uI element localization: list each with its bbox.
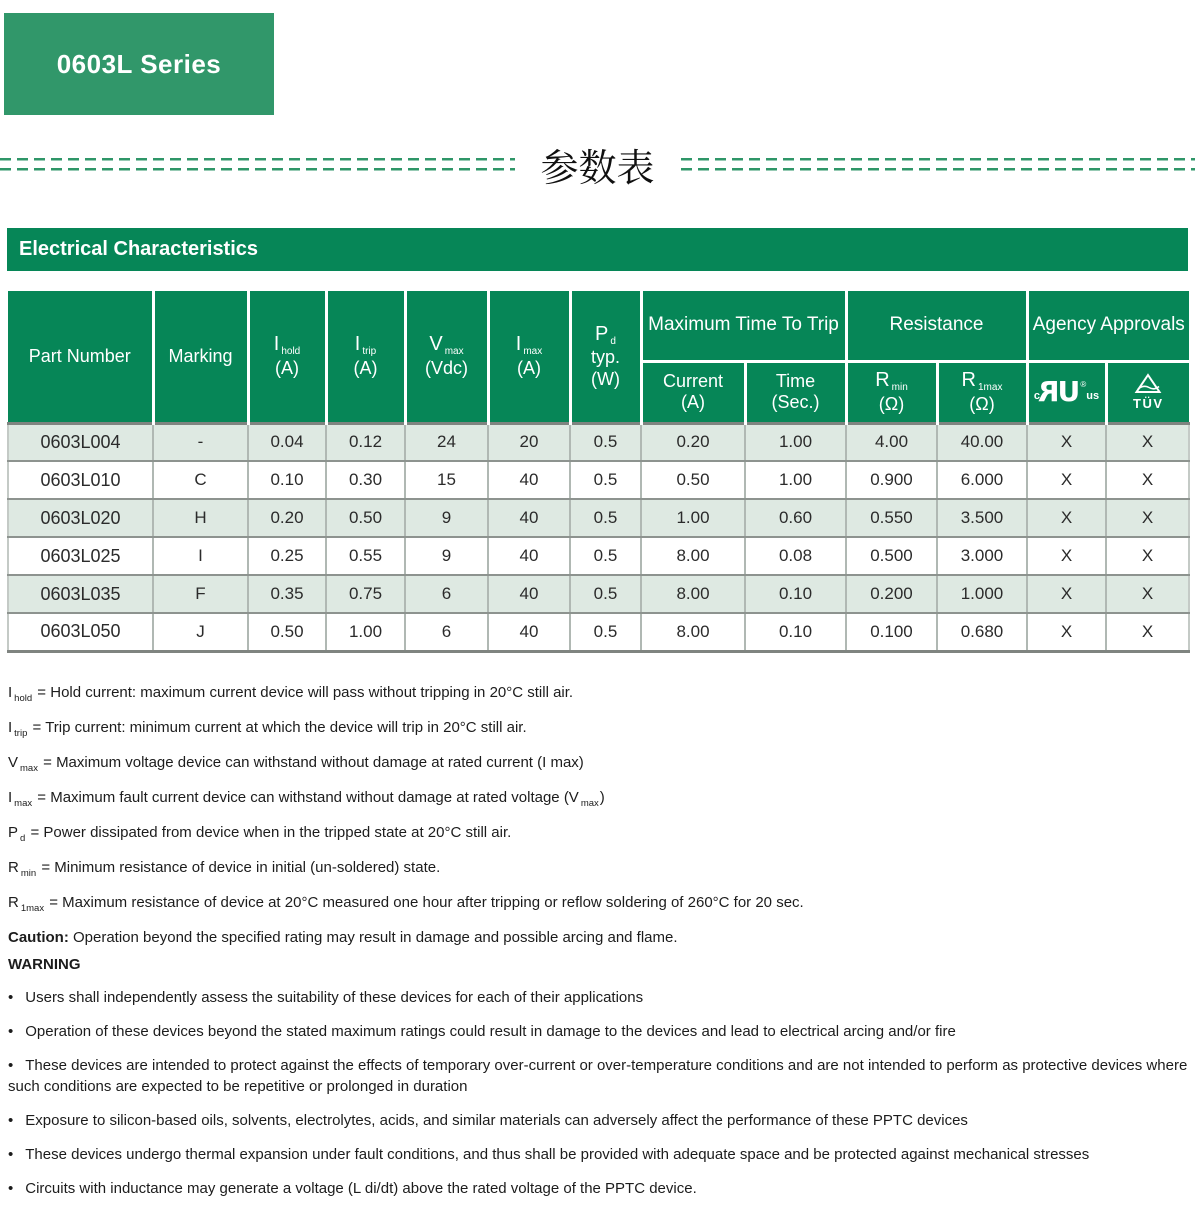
table-row <box>8 423 1189 461</box>
warning-bullet: • These devices are intended to protect against the effects of temporary over-current or over-temperature conditions and are not intended to perform as protective devices where such conditions are expected to be repetitive or prolonged in duration <box>8 1057 1188 1095</box>
table-cell: 0.20 <box>641 423 745 461</box>
sub-header-1-0: R $_{min}$ (Ω) <box>846 361 937 423</box>
bullet-icon: • <box>8 1146 14 1163</box>
bullet-icon: • <box>8 1180 14 1197</box>
table-cell: 0603L010 <box>8 461 153 499</box>
table-cell: 8.00 <box>641 537 745 575</box>
table-cell: 0.75 <box>326 575 405 613</box>
table-cell: 8.00 <box>641 575 745 613</box>
decorative-dash-left <box>0 158 515 171</box>
series-badge: 0603L Series <box>4 13 274 115</box>
table-cell: X <box>1027 461 1106 499</box>
table-cell: X <box>1027 613 1106 651</box>
table-cell: 0.30 <box>326 461 405 499</box>
table-cell: 0603L020 <box>8 499 153 537</box>
table-cell: 0.100 <box>846 613 937 651</box>
table-cell: X <box>1027 499 1106 537</box>
note-line: R $_{min}$ = Minimum resistance of device in initial (un-soldered) state. <box>8 859 441 879</box>
table-cell: 0.12 <box>326 423 405 461</box>
table-cell: 0.55 <box>326 537 405 575</box>
table-cell: 40 <box>488 537 570 575</box>
table-cell: 0603L025 <box>8 537 153 575</box>
note-line: I $_{max}$ = Maximum fault current device can withstand without damage at rated voltage (V $_{max}$) <box>8 789 605 809</box>
sub-header-0-1: Time (Sec.) <box>745 361 846 423</box>
table-cell: X <box>1106 537 1189 575</box>
sub-header-1-1: R $_{1max}$ (Ω) <box>937 361 1027 423</box>
cn-title-row <box>0 138 1195 190</box>
footnotes-section <box>8 682 1190 1212</box>
bullet-icon: • <box>8 1023 14 1040</box>
table-cell: 6 <box>405 575 488 613</box>
table-cell: 9 <box>405 499 488 537</box>
table-cell: 0.60 <box>745 499 846 537</box>
cULus-recognized-icon: c UR ® us <box>1027 361 1106 423</box>
warning-bullet: • These devices undergo thermal expansion under fault conditions, and thus shall be provided with adequate space and be protected against mechanical stresses <box>8 1146 1090 1163</box>
column-header-2: I $_{hold}$ (A) <box>248 291 326 423</box>
table-cell: 0.04 <box>248 423 326 461</box>
warning-bullet: • Exposure to silicon-based oils, solvents, electrolytes, acids, and similar materials can adversely affect the performance of these PPTC devices <box>8 1112 968 1129</box>
tuv-icon: TÜV <box>1106 361 1189 423</box>
table-cell: X <box>1027 537 1106 575</box>
table-cell: X <box>1027 575 1106 613</box>
bullet-icon: • <box>8 989 14 1006</box>
table-cell: 0.08 <box>745 537 846 575</box>
table-cell: 0.900 <box>846 461 937 499</box>
table-cell: 0.5 <box>570 423 641 461</box>
page-title: 参数表 <box>540 145 655 190</box>
table-cell: X <box>1106 613 1189 651</box>
table-cell: 24 <box>405 423 488 461</box>
warning-title: WARNING <box>8 956 81 973</box>
note-line: V $_{max}$ = Maximum voltage device can withstand without damage at rated current (I max) <box>8 754 584 774</box>
column-header-4: V $_{max}$ (Vdc) <box>405 291 488 423</box>
table-cell: 3.000 <box>937 537 1027 575</box>
table-cell: 0.550 <box>846 499 937 537</box>
note-line: R $_{1max}$ = Maximum resistance of device at 20°C measured one hour after tripping or reflow soldering of 260°C for 20 sec. <box>8 894 804 914</box>
caution-line <box>8 927 1190 949</box>
note-line: I $_{hold}$ = Hold current: maximum current device will pass without tripping in 20°C still air. <box>8 684 574 704</box>
table-cell: 0.5 <box>570 575 641 613</box>
table-cell: 0603L004 <box>8 423 153 461</box>
table-cell: 4.00 <box>846 423 937 461</box>
table-cell: X <box>1106 575 1189 613</box>
table-cell: 15 <box>405 461 488 499</box>
table-cell: 1.00 <box>641 499 745 537</box>
column-header-6: P $_d$ typ. (W) <box>570 291 641 423</box>
table-cell: 1.00 <box>326 613 405 651</box>
table-cell: 0.50 <box>248 613 326 651</box>
table-cell: 0.25 <box>248 537 326 575</box>
table-cell: 1.00 <box>745 423 846 461</box>
warning-bullets <box>8 987 1190 1199</box>
caution-text: Operation beyond the specified rating may result in damage and possible arcing and flame. <box>68 929 678 946</box>
table-row <box>8 613 1189 651</box>
table-cell: X <box>1106 461 1189 499</box>
column-header-0: Part Number <box>8 291 153 423</box>
table-cell: 40 <box>488 613 570 651</box>
table-cell: 40 <box>488 461 570 499</box>
warning-bullet: • Users shall independently assess the suitability of these devices for each of their applications <box>8 989 644 1006</box>
table-cell: 0603L050 <box>8 613 153 651</box>
group-header-0: Maximum Time To Trip <box>641 291 846 361</box>
table-cell: 0.10 <box>248 461 326 499</box>
group-header-1: Resistance <box>846 291 1027 361</box>
table-cell: 6 <box>405 613 488 651</box>
table-cell: 0.35 <box>248 575 326 613</box>
table-body <box>8 423 1189 651</box>
bullet-icon: • <box>8 1112 14 1129</box>
table-cell: 0.50 <box>641 461 745 499</box>
table-header <box>8 291 1189 423</box>
table-cell: 0.10 <box>745 575 846 613</box>
table-cell: 0.5 <box>570 613 641 651</box>
sub-header-0-0: Current (A) <box>641 361 745 423</box>
caution-label: Caution: <box>8 929 69 946</box>
table-cell: 0.680 <box>937 613 1027 651</box>
table-cell: 1.000 <box>937 575 1027 613</box>
table-cell: 40 <box>488 499 570 537</box>
note-line: P $_d$ = Power dissipated from device when in the tripped state at 20°C still air. <box>8 824 512 844</box>
table-cell: 20 <box>488 423 570 461</box>
decorative-dash-right <box>681 158 1195 171</box>
table-cell: C <box>153 461 248 499</box>
column-header-3: I $_{trip}$ (A) <box>326 291 405 423</box>
table-cell: X <box>1106 423 1189 461</box>
table-cell: 8.00 <box>641 613 745 651</box>
column-header-5: I $_{max}$ (A) <box>488 291 570 423</box>
table-row <box>8 499 1189 537</box>
table-cell: 0.500 <box>846 537 937 575</box>
table-cell: F <box>153 575 248 613</box>
table-cell: H <box>153 499 248 537</box>
table-cell: X <box>1106 499 1189 537</box>
table-cell: 0603L035 <box>8 575 153 613</box>
bullet-icon: • <box>8 1057 14 1074</box>
table-cell: 40 <box>488 575 570 613</box>
table-cell: I <box>153 537 248 575</box>
table-cell: - <box>153 423 248 461</box>
table-cell: 0.200 <box>846 575 937 613</box>
table-cell: 0.20 <box>248 499 326 537</box>
table-cell: 1.00 <box>745 461 846 499</box>
table-row <box>8 461 1189 499</box>
section-header: Electrical Characteristics <box>7 228 1188 271</box>
warning-bullet: • Operation of these devices beyond the stated maximum ratings could result in damage to the devices and lead to electrical arcing and/or fire <box>8 1023 956 1040</box>
note-line: I $_{trip}$ = Trip current: minimum current at which the device will trip in 20°C still air. <box>8 719 527 739</box>
table-cell: X <box>1027 423 1106 461</box>
electrical-characteristics-table-wrap <box>7 291 1188 653</box>
table-row <box>8 575 1189 613</box>
warning-bullet: • Circuits with inductance may generate a voltage (L di/dt) above the rated voltage of the PPTC device. <box>8 1180 697 1197</box>
table-cell: 0.5 <box>570 461 641 499</box>
table-cell: 3.500 <box>937 499 1027 537</box>
table-cell: 0.50 <box>326 499 405 537</box>
table-cell: 40.00 <box>937 423 1027 461</box>
table-cell: 0.5 <box>570 537 641 575</box>
table-cell: 0.10 <box>745 613 846 651</box>
notes-list <box>8 682 1190 920</box>
table-cell: 0.5 <box>570 499 641 537</box>
electrical-characteristics-table <box>7 291 1190 653</box>
table-cell: 9 <box>405 537 488 575</box>
table-cell: J <box>153 613 248 651</box>
group-header-2: Agency Approvals <box>1027 291 1189 361</box>
table-row <box>8 537 1189 575</box>
table-cell: 6.000 <box>937 461 1027 499</box>
column-header-1: Marking <box>153 291 248 423</box>
